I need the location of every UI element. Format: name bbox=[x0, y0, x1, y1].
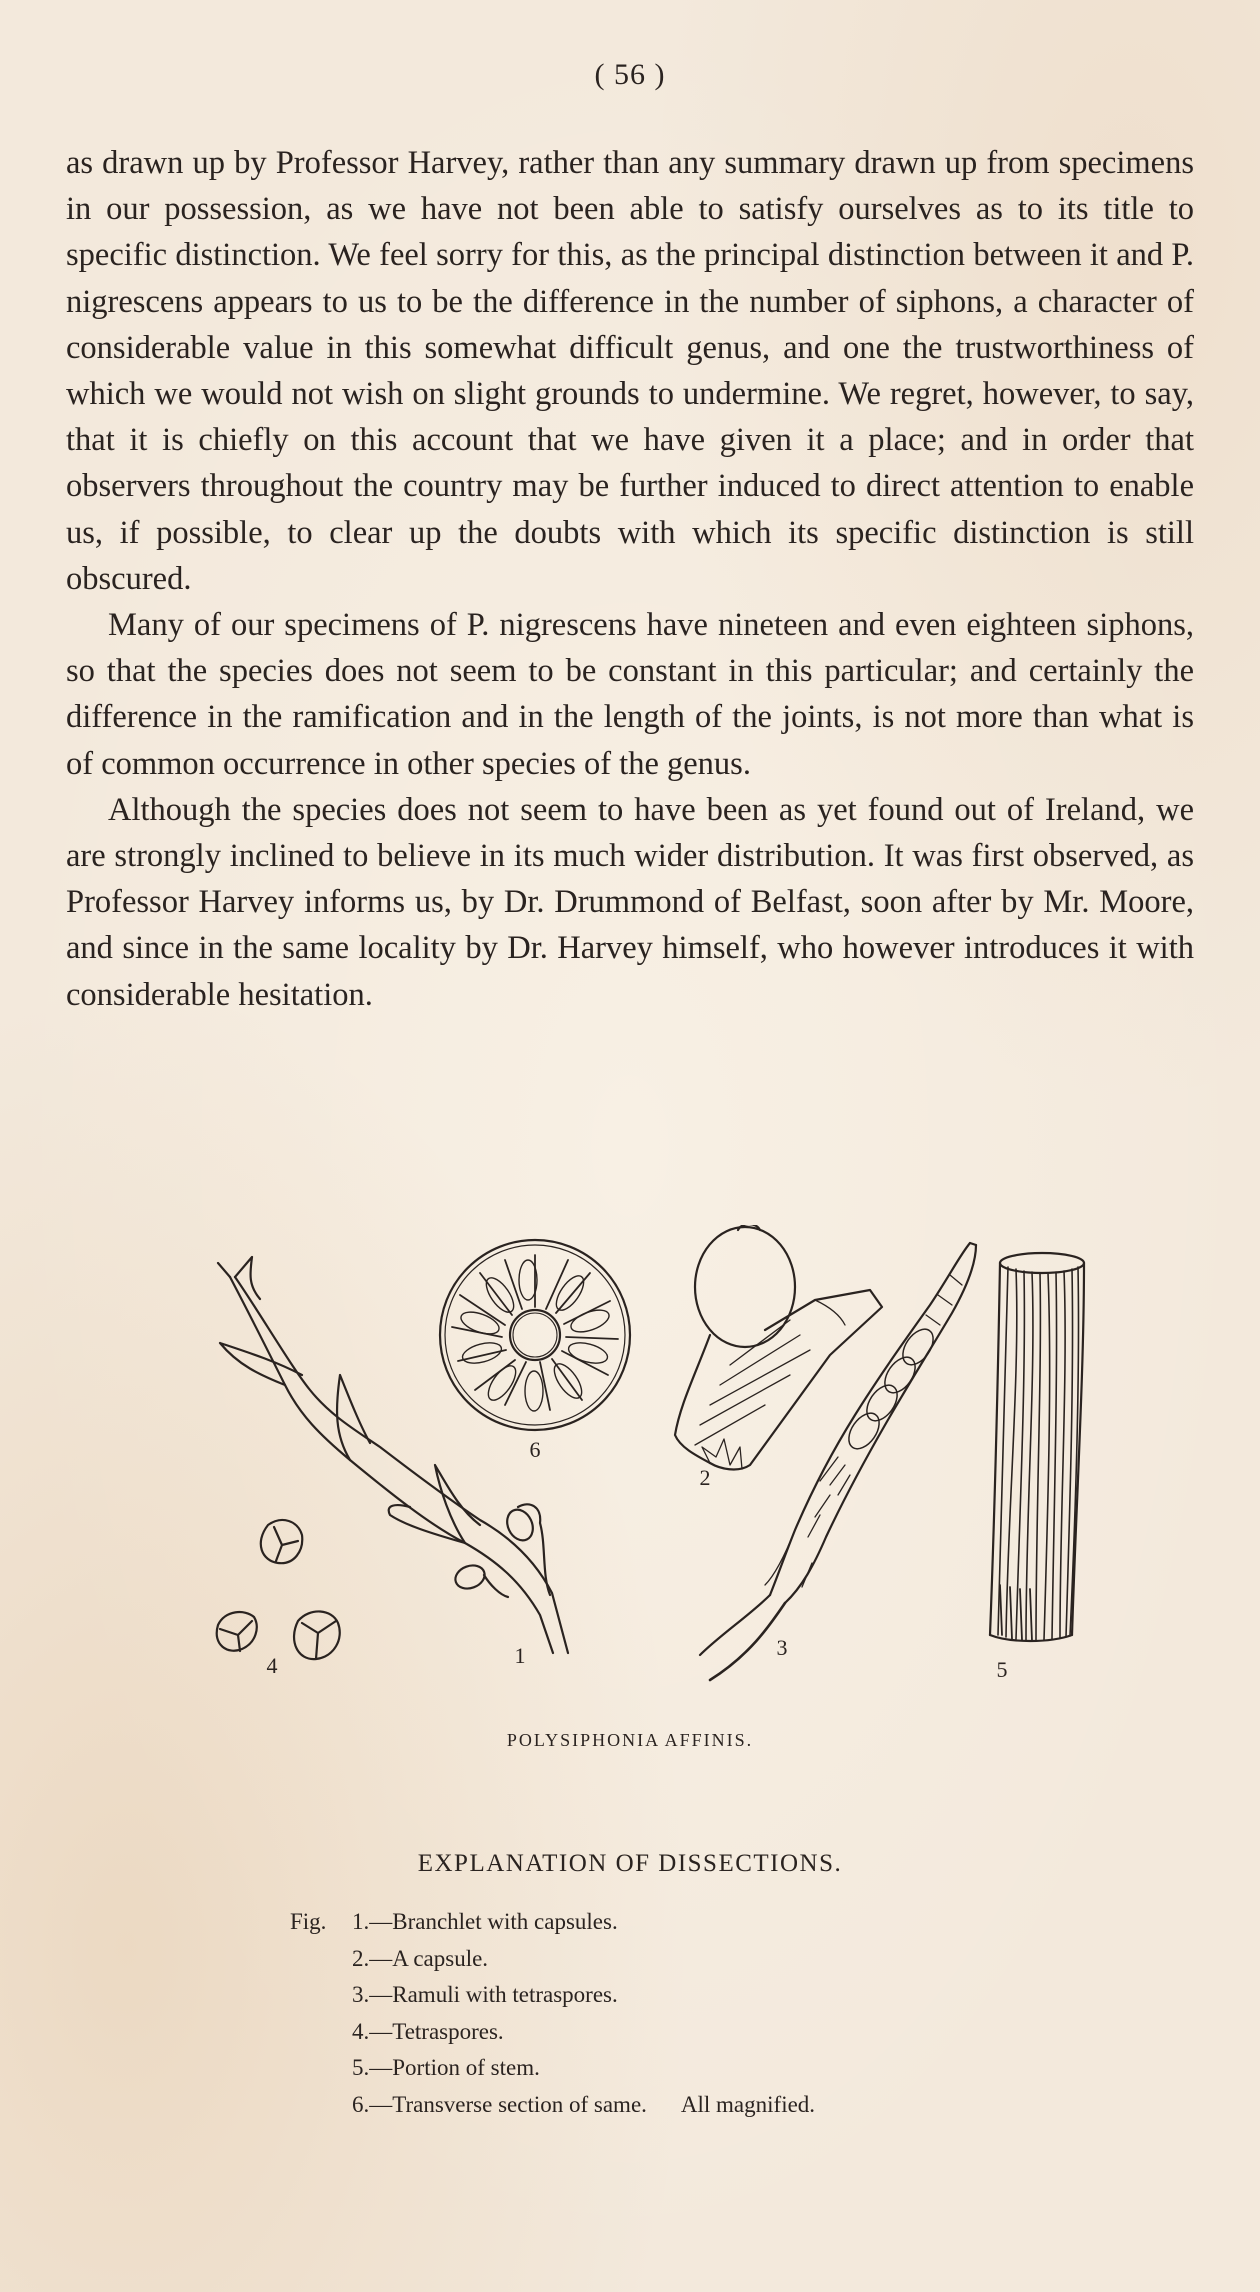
magnification-note: All magnified. bbox=[680, 2091, 816, 2117]
fig-item-1: 1.—Branchlet with capsules. bbox=[352, 1909, 618, 1934]
fig-item-4: 4.—Tetraspores. bbox=[352, 2018, 504, 2044]
figure-explanation-item bbox=[290, 1941, 1090, 1978]
fig-item-2: 2.—A capsule. bbox=[352, 1945, 489, 1971]
figure-5-stem bbox=[990, 1253, 1084, 1641]
figure-label-1: 1 bbox=[514, 1643, 526, 1668]
explanation-heading: EXPLANATION OF DISSECTIONS. bbox=[417, 1850, 843, 1877]
figure-label-5: 5 bbox=[996, 1657, 1008, 1682]
fig-item-5: 5.—Portion of stem. bbox=[352, 2055, 540, 2080]
figure-explanation-list bbox=[290, 1904, 1090, 2123]
paragraph-3: Although the species does not seem to have been as yet found out of Ireland, we are strongly inclined to believe in its much wider distribution. It was first observed, as Professor Harvey informs us, by Dr. Drummond of Belfast, soon after by Mr. Moore, and since in the same locality by Dr. Harvey himself, who however introduces it with considerable hesitation. bbox=[66, 791, 1194, 1013]
page-number: ( 56 ) bbox=[594, 58, 666, 91]
plate-illustration bbox=[190, 1225, 1090, 1685]
figure-explanation-item bbox=[290, 1977, 1090, 2014]
paragraph-1: as drawn up by Professor Harvey, rather than any summary drawn up from specimens in our possession, as we have not been able to satisfy ourselves as to its title to specific distinction. We feel sorry for this, as the principal distinction between it and P. nigrescens appears to us to be the difference in the number of siphons, a character of considerable value in this somewhat difficult genus, and one the trustworthiness of which we would not wish on slight grounds to undermine. We regret, however, to say, that it is chiefly on this account that we have given it a place; and in order that observers throughout the country may be further induced to direct attention to enable us, if possible, to clear up the doubts with which its specific distinction is still obscured. bbox=[66, 145, 1194, 597]
figure-label-6: 6 bbox=[529, 1437, 541, 1462]
paragraph-2: Many of our specimens of P. nigrescens have nineteen and even eighteen siphons, so that the species does not seem to be constant in this particular; and certainly the difference in the ramification and in the length of the joints, is not more than what is of common occurrence in other species of the genus. bbox=[66, 607, 1194, 782]
figure-explanation-item bbox=[290, 1904, 1090, 1941]
body-text bbox=[66, 140, 1194, 1018]
figure-label-4: 4 bbox=[266, 1653, 278, 1678]
figure-label-2: 2 bbox=[699, 1465, 711, 1490]
botanical-plate bbox=[190, 1225, 1090, 1685]
figure-explanation-item bbox=[290, 2050, 1090, 2087]
figure-label-3: 3 bbox=[776, 1635, 788, 1660]
fig-item-3: 3.—Ramuli with tetraspores. bbox=[352, 1982, 618, 2007]
figure-explanation-item bbox=[290, 2014, 1090, 2051]
figure-explanation-item bbox=[290, 2087, 1090, 2124]
fig-prefix: Fig. bbox=[290, 1909, 327, 1934]
plate-caption: POLYSIPHONIA AFFINIS. bbox=[506, 1730, 754, 1750]
fig-item-6: 6.—Transverse section of same. bbox=[352, 2091, 647, 2117]
figure-2-capsule bbox=[675, 1225, 882, 1469]
figure-4-tetraspores bbox=[217, 1520, 340, 1659]
figure-1-branchlet bbox=[218, 1257, 568, 1653]
figure-6-transverse-section bbox=[440, 1240, 630, 1430]
